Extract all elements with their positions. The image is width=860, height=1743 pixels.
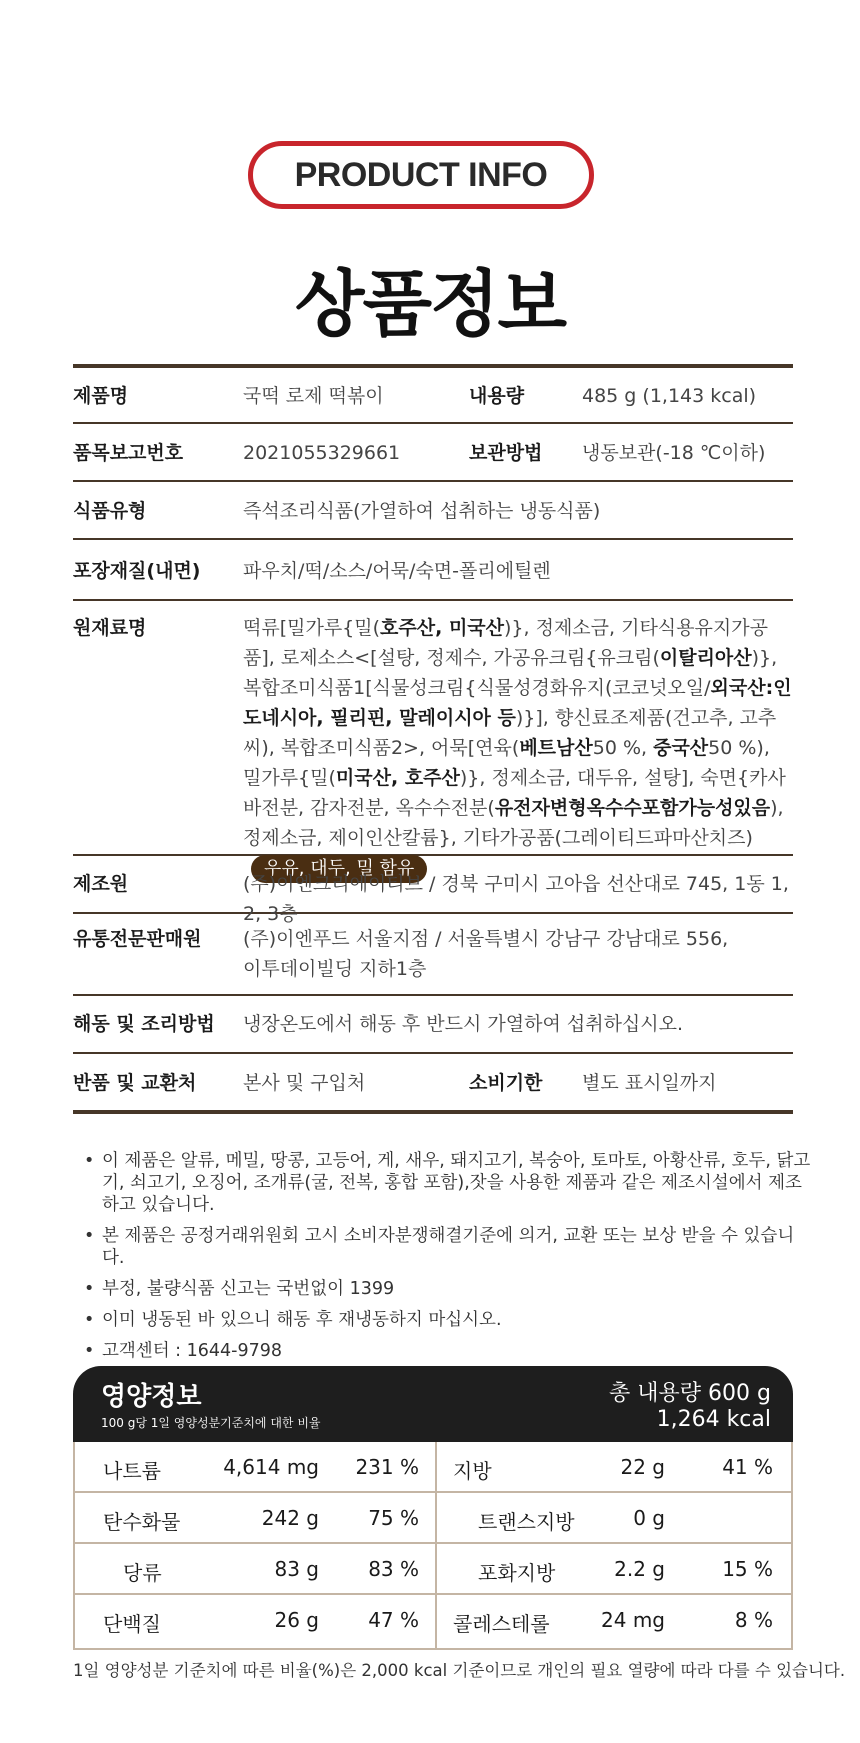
nutrient-percent: 41 % (722, 1455, 773, 1479)
info-row-distributor (73, 914, 793, 996)
info-row-name (73, 368, 793, 424)
ingredient-text: ), 정제소금, 제이인산칼륨}, 기타가공품(그레이티드파마산치즈) (243, 797, 784, 849)
report-no-value: 2021055329661 (243, 442, 401, 464)
returns-value: 본사 및 구입처 (243, 1072, 366, 1094)
distributor-label: 유통전문판매원 (73, 928, 202, 950)
nutrition-footnote: 1일 영양성분 기준치에 따른 비율(%)은 2,000 kcal 기준이므로 개인의 필요 열량에 따라 다를 수 있습니다. (73, 1661, 846, 1680)
nutrition-title: 영양정보 (101, 1382, 202, 1412)
ingredient-text: 50 %), 밀가루{밀( (243, 737, 770, 789)
nutrient-name: 단백질 (103, 1612, 161, 1636)
ingredient-text: 50 %, (592, 737, 654, 759)
product-name-value: 국떡 로제 떡볶이 (243, 385, 384, 407)
ingredient-origin: 베트남산 (519, 737, 593, 759)
nutrient-percent: 47 % (368, 1608, 419, 1632)
ingredient-origin: 이탈리아산 (659, 647, 752, 669)
nutrition-row (75, 1544, 791, 1595)
nutrient-amount: 2.2 g (614, 1557, 665, 1581)
distributor-line-2: 이투데이빌딩 지하1층 (243, 958, 427, 980)
nutrient-amount: 24 mg (601, 1608, 665, 1632)
food-type-value: 즉석조리식품(가열하여 섭취하는 냉동식품) (243, 500, 601, 522)
info-row-cooking (73, 996, 793, 1054)
notice-item: • 이미 냉동된 바 있으니 해동 후 재냉동하지 마십시오. (84, 1309, 814, 1331)
ingredient-text: )}], 향신료조제품(건고추, 고추씨), 복합조미식품2>, 어묵[연육( (243, 707, 777, 759)
product-info-badge: PRODUCT INFO (248, 141, 594, 209)
ingredient-text: 떡류[밀가루{밀( (243, 617, 381, 639)
food-type-label: 식품유형 (73, 500, 147, 522)
info-row-food-type (73, 482, 793, 540)
nutrient-percent: 75 % (368, 1506, 419, 1530)
info-row-packaging (73, 540, 793, 601)
nutrition-table (73, 1442, 793, 1650)
nutrient-name: 나트륨 (103, 1459, 161, 1483)
nutrient-amount: 22 g (620, 1455, 665, 1479)
notice-item: • 고객센터 : 1644-9798 (84, 1340, 814, 1362)
ingredient-text: )}, 복합조미식품1[식물성크림{식물성경화유지(코코넛오일/ (243, 647, 778, 699)
nutrient-amount: 26 g (274, 1608, 319, 1632)
nutrient-name: 지방 (453, 1459, 492, 1483)
nutrient-amount: 83 g (274, 1557, 319, 1581)
storage-label: 보관방법 (469, 442, 543, 464)
nutrition-row (75, 1493, 791, 1544)
product-name-label: 제품명 (73, 385, 129, 407)
nutrient-amount: 0 g (633, 1506, 665, 1530)
notice-item: • 본 제품은 공정거래위원회 고시 소비자분쟁해결기준에 의거, 교환 또는 보상 받을 수 있습니다. (84, 1225, 814, 1269)
ingredient-origin: 유전자변형옥수수포함가능성있음 (494, 797, 771, 819)
ingredient-text: )}, 정제소금, 대두유, 설탕], 숙면{카사바전분, 감자전분, 옥수수전분( (243, 767, 786, 819)
nutrient-name: 탄수화물 (103, 1510, 181, 1534)
nutrient-name: 포화지방 (478, 1561, 556, 1585)
manufacturer-label: 제조원 (73, 873, 129, 895)
nutrient-name: 콜레스테롤 (453, 1612, 550, 1636)
expiry-value: 별도 표시일까지 (582, 1072, 717, 1094)
nutrient-percent: 8 % (734, 1608, 773, 1632)
nutrition-row (75, 1595, 791, 1646)
storage-value: 냉동보관(-18 ℃이하) (582, 442, 766, 464)
cooking-label: 해동 및 조리방법 (73, 1013, 215, 1035)
page-title: 상품정보 (294, 262, 566, 346)
nutrition-header (73, 1366, 793, 1442)
nutrient-percent: 83 % (368, 1557, 419, 1581)
ingredients-label: 원재료명 (73, 617, 147, 639)
allergen-badge: 우유, 대두, 밀 함유 (251, 855, 427, 883)
product-info-table (73, 364, 793, 1114)
nutrient-amount: 242 g (261, 1506, 319, 1530)
cooking-value: 냉장온도에서 해동 후 반드시 가열하여 섭취하십시오. (243, 1013, 684, 1035)
nutrition-kcal: 1,264 kcal (656, 1407, 771, 1432)
info-row-report (73, 424, 793, 482)
expiry-label: 소비기한 (469, 1072, 543, 1094)
info-row-ingredients (73, 601, 793, 879)
report-no-label: 품목보고번호 (73, 442, 184, 464)
ingredient-origin: 호주산, 미국산 (380, 617, 505, 639)
nutrient-amount: 4,614 mg (223, 1455, 319, 1479)
ingredient-origin: 외국산:인도네시아, 필리핀, 말레이시아 등 (243, 677, 792, 729)
ingredient-origin: 미국산, 호주산 (335, 767, 460, 789)
notice-item: • 부정, 불량식품 신고는 국번없이 1399 (84, 1278, 814, 1300)
packaging-value: 파우치/떡/소스/어묵/숙면-폴리에틸렌 (243, 560, 551, 582)
ingredient-origin: 중국산 (653, 737, 709, 759)
info-row-manufacturer (73, 856, 793, 925)
info-row-returns (73, 1054, 793, 1110)
nutrition-subtitle: 100 g당 1일 영양성분기준치에 대한 비율 (101, 1416, 321, 1430)
nutrient-percent: 231 % (355, 1455, 419, 1479)
nutrition-total: 총 내용량 600 g (609, 1381, 771, 1406)
nutrient-percent: 15 % (722, 1557, 773, 1581)
ingredients-value (243, 613, 793, 879)
volume-value: 485 g (1,143 kcal) (582, 385, 757, 407)
volume-label: 내용량 (469, 385, 525, 407)
distributor-value (243, 924, 793, 994)
notice-list (84, 1150, 814, 1371)
distributor-line-1: (주)이엔푸드 서울지점 / 서울특별시 강남구 강남대로 556, (243, 928, 729, 950)
nutrient-name: 당류 (123, 1561, 162, 1585)
nutrient-name: 트랜스지방 (478, 1510, 575, 1534)
notice-item: • 이 제품은 알류, 메밀, 땅콩, 고등어, 게, 새우, 돼지고기, 복숭아, 토마토, 아황산류, 호두, 닭고기, 쇠고기, 오징어, 조개류(굴, 전복, 홍합 포함),잣을 사용한 제품과 같은 제조시설에서 제조하고 있습니다. (84, 1150, 814, 1216)
packaging-label: 포장재질(내면) (73, 560, 201, 582)
returns-label: 반품 및 교환처 (73, 1072, 197, 1094)
nutrition-row (75, 1442, 791, 1493)
manufacturer-value: (주)이엔크리에이티브 / 경북 구미시 고아읍 선산대로 745, 1동 1, 2, 3층 (243, 873, 789, 925)
ingredient-text: )}, 정제소금, 기타식용유지가공품], 로제소스<[설탕, 정제수, 가공유크림{유크림( (243, 617, 768, 669)
